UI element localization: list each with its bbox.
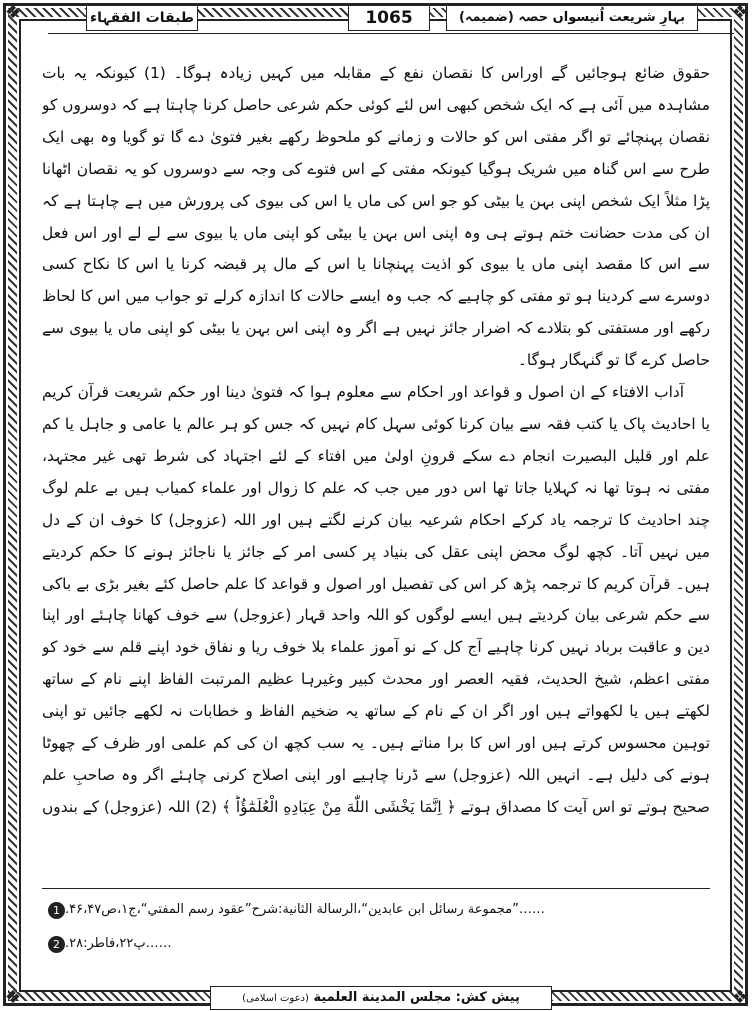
body-paragraph: حقوق ضائع ہوجائیں گے اوراس کا نقصان نفع کے مقابلہ میں کہیں زیادہ ہوگا۔ (1) کیونکہ یہ بات مشاہدہ میں آئی ہے کہ ایک شخص کبھی اس لئے کوئی حکم شرعی حاصل کرنا چاہتا ہے کہ دوسروں کو نقصان پہنچائے تو اگر مفتی اس کو حالات و زمانے کو ملحوظ رکھے بغیر فتویٰ دے گا تو گویا وہ بھی ایک طرح سے اس گناہ میں شریک ہوگیا کیونکہ مفتی کے اس فتوے کی وجہ سے دوسروں کو یہ نقصان اٹھانا پڑا مثلاً ایک شخص اپنی بہن یا بیٹی کو جو اس کی ماں یا اس کی بیوی کی پرورش میں ہے چاہتا ہے کہ ان کی مدت حضانت ختم ہوتے ہی وہ اپنی اس بہن یا بیٹی کو اپنی ماں یا بیوی سے لے لے اور اس فعل سے اس کا مقصد اپنی ماں یا بیوی کو اذیت پہنچانا یا اس کے مال پر قبضہ کرنا یا اس کا نکاح کسی دوسرے سے کردینا ہو تو مفتی کو چاہیے کہ جب وہ ایسے حالات کا اندازہ کرلے تو جواب میں اس کا لحاظ رکھے اور مستفتی کو بتلادے کہ اضرار جائز نہیں ہے اگر وہ اپنی اس بہن یا بیٹی کو اپنی ماں یا بیوی سے حاصل کرے گا تو گنہگار ہوگا۔ [42,64,710,370]
footnote-number: 1 [48,902,65,919]
footnote [42,934,710,954]
footnote-divider [42,888,710,889]
footnote-number: 2 [48,936,65,953]
corner-ornament-icon: ❖ [4,987,22,1008]
footer-suffix: (دعوت اسلامی) [242,993,309,1004]
page-body [42,58,710,818]
footnote-text: ……پ۲۲،فاطر:۲۸. [65,936,172,951]
footnote-text: ……”مجموعة رسائل ابن عابدين“،الرسالة الثانية:شرح”عقود رسم المفتي“،ج۱،ص۴۶،۴۷. [65,902,545,917]
page-header [26,5,726,33]
footer-organization: مجلس المدينة العلمية [313,990,452,1005]
chapter-title: طبقات الفقہاء [86,5,198,31]
footer-prefix: پیش کش: [455,990,520,1005]
book-title: بہارِ شریعت اُنیسواں حصہ (ضمیمہ) [446,5,698,31]
corner-ornament-icon: ❖ [731,987,749,1008]
page-number: 1065 [348,5,430,31]
body-paragraph: آداب الافتاء کے ان اصول و قواعد اور احکام سے معلوم ہوا کہ فتویٰ دینا اور حکم شریعت قرآن کریم یا احادیث پاک یا کتب فقہ سے بیان کرنا کوئی سہل کام نہیں کہ جس کو ہر عالم یا عامی و جاہل یا کم علم اور قلیل البصیرت انجام دے سکے قرونِ اولیٰ میں افتاء کے لئے اجتہاد کی شرط تھی غیر مجتہد، مفتی نہ ہوتا تھا نہ کہلایا جاتا تھا اس دور میں جب کہ علم کا زوال اور علماء کمیاب ہیں بے علم لوگ چند احادیث کا ترجمہ یاد کرکے احکام شرعیہ بیان کرنے لگتے ہیں اور اللہ (عزوجل) کا خوف ان کے دل میں نہیں آتا۔ کچھ لوگ محض اپنی عقل کی بنیاد پر کسی امر کے جائز یا ناجائز ہونے کا حکم کردیتے ہیں۔ قرآن کریم کا ترجمہ پڑھ کر اس کی تفصیل اور اصول و قواعد کا علم حاصل کئے بغیر بڑی بے باکی سے حکم شرعی بیان کردیتے ہیں ایسے لوگوں کو اللہ واحد قہار (عزوجل) سے خوف کھانا چاہئے اور اپنا دین و عاقبت برباد نہیں کرنا چاہیے آج کل کے نو آموز علماء بلا خوف ریا و نفاق خود اپنے قلم سے خود کو مفتی اعظم، شیخ الحدیث، فقیہ العصر اور محدث کبیر وغیرہا عظیم المرتبت الفاظ اپنے نام کے ساتھ لکھتے ہیں یا لکھواتے ہیں اور اگر ان کے نام کے ساتھ یہ ضخیم الفاظ و خطابات نہ لکھے جائیں تو اپنی توہین محسوس کرتے ہیں اور اس کا برا مناتے ہیں۔ یہ سب کچھ ان کی کم علمی اور ظرف کے چھوٹا ہونے کی دلیل ہے۔ انہیں اللہ (عزوجل) سے ڈرنا چاہیے اور اپنی اصلاح کرنی چاہئے اگر وہ صاحبِ علم صحیح ہوتے تو اس آیت کا مصداق ہوتے ﴿ اِنَّمَا یَخْشَى اللّٰهَ مِنْ عِبَادِهِ الْعُلَمٰٓؤُاؕ ﴾ (2) اللہ (عزوجل) کے بندوں [42,383,710,816]
corner-ornament-icon: ❖ [731,2,749,23]
footnote [42,900,710,920]
header-rule [48,33,734,34]
page-footer [210,986,552,1010]
corner-ornament-icon: ❖ [4,2,22,23]
